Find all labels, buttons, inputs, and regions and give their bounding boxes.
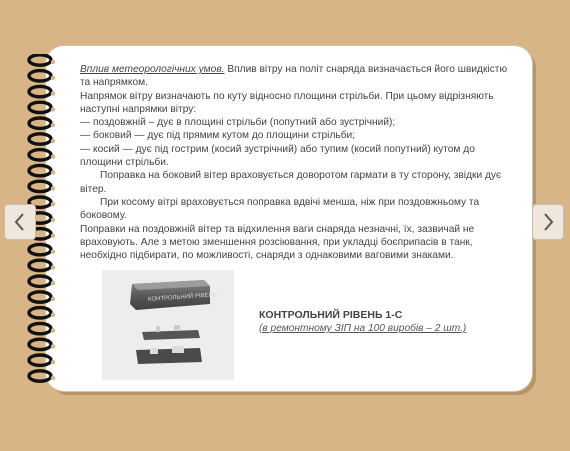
spiral-ring: [29, 308, 51, 318]
binding-hole: [51, 155, 55, 159]
spiral-ring: [29, 276, 51, 286]
spiral-ring: [29, 150, 51, 160]
spiral-ring: [29, 339, 51, 349]
binding-hole: [51, 91, 55, 95]
binding-hole: [51, 360, 55, 364]
figure-subtitle: (в ремонтному ЗІП на 100 виробів – 2 шт.): [259, 323, 467, 334]
paragraph-indented: При косому вітрі враховується поправка вдвічі менша, ніж при поздовжньому та боковому.: [80, 196, 480, 222]
level-photo-image: [102, 270, 234, 380]
prev-page-button[interactable]: [4, 204, 36, 240]
level-photo: [102, 270, 234, 380]
spiral-ring: [29, 118, 51, 128]
binding-hole: [51, 328, 55, 332]
heading-link[interactable]: Вплив метеорологічних умов.: [80, 64, 225, 75]
paragraph-line: — косий — дує під гострим (косий зустрічний) або тупим (косий попутний) кутом до площини стрільби.: [80, 143, 475, 169]
binding-hole: [51, 297, 55, 301]
spiral-ring: [29, 371, 51, 381]
binding-hole: [51, 123, 55, 127]
paragraph-line: — боковий — дує під прямим кутом до площини стрільби;: [80, 130, 356, 142]
binding-hole: [51, 249, 55, 253]
binding-hole: [51, 281, 55, 285]
binding-hole: [51, 139, 55, 143]
figure-title: КОНТРОЛЬНИЙ РІВЕНЬ 1-С: [259, 309, 403, 321]
binding-hole: [51, 186, 55, 190]
binding-hole: [51, 60, 55, 64]
spiral-ring: [29, 165, 51, 175]
spiral-ring: [29, 134, 51, 144]
next-page-button[interactable]: [532, 204, 564, 240]
binding-hole: [51, 313, 55, 317]
paragraph-line: — поздовжній – дує в площині стрільби (попутний або зустрічний);: [80, 117, 396, 129]
photo-engraving: КОНТРОЛЬНИЙ РІВЕНЬ: [147, 292, 218, 303]
spiral-ring: [29, 323, 51, 333]
binding-hole: [51, 234, 55, 238]
page-text: [80, 63, 512, 262]
chevron-right-icon: [541, 212, 555, 232]
binding-hole: [51, 376, 55, 380]
heading-rest: Вплив вітру на політ снаряда визначається його швидкістю та напрямком.: [80, 64, 508, 89]
binding-hole: [51, 170, 55, 174]
spiral-ring: [29, 55, 51, 65]
paragraph-indented: Поправка на боковий вітер враховується доворотом гармати в ту сторону, звідки дує вітер.: [80, 170, 502, 195]
spiral-ring: [29, 292, 51, 302]
spiral-ring: [29, 102, 51, 112]
spiral-ring: [29, 86, 51, 96]
paragraph-intro: [80, 63, 512, 90]
binding-hole: [51, 202, 55, 206]
binding-hole: [51, 218, 55, 222]
paragraph-line: Напрямок вітру визначають по куту відносно площини стрільби. При цьому відрізняють наступні напрямки вітру:: [80, 90, 494, 115]
spiral-ring: [29, 181, 51, 191]
chevron-left-icon: [13, 212, 27, 232]
binding-hole: [51, 265, 55, 269]
binding-hole: [51, 107, 55, 111]
paragraph-closing: Поправки на поздовжній вітер та відхилення ваги снаряда незначні, їх, зазвичай не враховують. Але з метою зменшення розсіювання, при укладці боєприпасів в танк, необхідно підбирати, по можливості, снаряди з однаковими ваговими знаками.: [80, 223, 475, 262]
spiral-ring: [29, 355, 51, 365]
binding-hole: [51, 76, 55, 80]
binding-hole: [51, 344, 55, 348]
spiral-ring: [29, 244, 51, 254]
spiral-ring: [29, 71, 51, 81]
spiral-ring: [29, 260, 51, 270]
